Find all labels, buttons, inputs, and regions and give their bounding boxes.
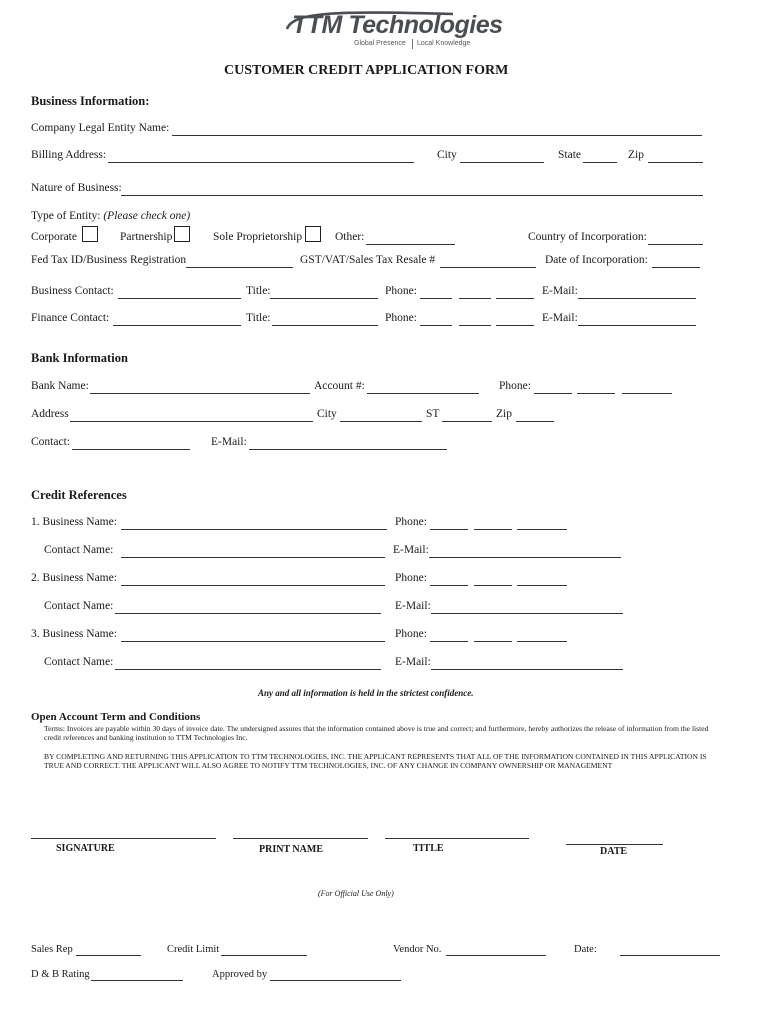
ref2-contact-label: Contact Name: xyxy=(44,600,114,612)
ref1-business-field[interactable] xyxy=(121,529,387,530)
ref3-email-field[interactable] xyxy=(431,669,623,670)
ref3-contact-field[interactable] xyxy=(115,669,381,670)
approved-by-label: Approved by xyxy=(212,969,268,980)
db-rating-field[interactable] xyxy=(91,980,183,981)
ref2-email-label: E-Mail: xyxy=(395,600,431,612)
business-email-label: E-Mail: xyxy=(542,285,578,297)
business-title-label: Title: xyxy=(246,285,271,297)
entity-type-label xyxy=(31,210,190,222)
ref3-business-label: 3. Business Name: xyxy=(31,628,117,640)
billing-zip-label: Zip xyxy=(628,149,644,161)
bank-name-label: Bank Name: xyxy=(31,380,89,392)
gst-label: GST/VAT/Sales Tax Resale # xyxy=(300,254,436,266)
ref1-phone-label: Phone: xyxy=(395,516,427,528)
fedtax-label: Fed Tax ID/Business Registration xyxy=(31,254,187,266)
signature-field[interactable] xyxy=(31,838,216,839)
finance-email-field[interactable] xyxy=(578,325,696,326)
business-heading: Business Information: xyxy=(31,94,150,108)
sole-prop-checkbox[interactable] xyxy=(305,226,321,242)
ref3-contact-label: Contact Name: xyxy=(44,656,114,668)
business-phone-area[interactable] xyxy=(420,298,452,299)
finance-title-label: Title: xyxy=(246,312,271,324)
logo-divider xyxy=(412,39,413,49)
ref3-phone-label: Phone: xyxy=(395,628,427,640)
billing-label: Billing Address: xyxy=(31,149,107,161)
ref3-email-label: E-Mail: xyxy=(395,656,431,668)
terms-text-3: BY COMPLETING AND RETURNING THIS APPLICATION TO TTM TECHNOLOGIES, INC. THE APPLICANT REPRESENTS THAT ALL OF THE INFORMATION CONTAINED IN THIS APPLICATION IS xyxy=(44,752,707,761)
country-field[interactable] xyxy=(648,244,703,245)
billing-state-label: State xyxy=(558,149,581,161)
billing-state-field[interactable] xyxy=(583,162,617,163)
terms-heading: Open Account Term and Conditions xyxy=(31,711,201,723)
vendor-label: Vendor No. xyxy=(393,944,442,955)
ref2-business-label: 2. Business Name: xyxy=(31,572,117,584)
ref2-email-field[interactable] xyxy=(431,613,623,614)
bank-heading: Bank Information xyxy=(31,351,128,365)
company-label: Company Legal Entity Name: xyxy=(31,122,170,134)
ref1-contact-label: Contact Name: xyxy=(44,544,114,556)
credit-limit-label: Credit Limit xyxy=(167,944,220,955)
bank-zip-field[interactable] xyxy=(516,421,554,422)
print-name-field[interactable] xyxy=(233,838,368,839)
bank-st-label: ST xyxy=(426,408,440,420)
date-inc-label: Date of Incorporation: xyxy=(545,254,648,266)
bank-city-label: City xyxy=(317,408,337,420)
business-phone-label: Phone: xyxy=(385,285,417,297)
ref1-phone-line[interactable] xyxy=(517,529,567,530)
business-contact-field[interactable] xyxy=(118,298,241,299)
bank-zip-label: Zip xyxy=(496,408,512,420)
approved-by-field[interactable] xyxy=(270,980,401,981)
bank-name-field[interactable] xyxy=(90,393,310,394)
finance-contact-field[interactable] xyxy=(113,325,241,326)
db-rating-label: D & B Rating xyxy=(31,969,90,980)
billing-city-label: City xyxy=(437,149,457,161)
bank-address-field[interactable] xyxy=(70,421,313,422)
business-contact-label: Business Contact: xyxy=(31,285,114,297)
sales-rep-field[interactable] xyxy=(76,955,141,956)
terms-text-1: Terms: Invoices are payable within 30 days of invoice date. The undersigned assures that the information contained above is true and correct; and furthermore, hereby authorizes the release of information from the listed xyxy=(44,724,709,733)
finance-phone-prefix[interactable] xyxy=(459,325,491,326)
ref2-phone-area[interactable] xyxy=(430,585,468,586)
official-use-text: For Official Use Only xyxy=(320,889,392,898)
business-email-field[interactable] xyxy=(578,298,696,299)
ref1-phone-area[interactable] xyxy=(430,529,468,530)
billing-field[interactable] xyxy=(108,162,414,163)
other-field[interactable] xyxy=(366,244,455,245)
partnership-label: Partnership xyxy=(120,231,173,243)
ref1-email-label: E-Mail: xyxy=(393,544,429,556)
ref2-phone-label: Phone: xyxy=(395,572,427,584)
entity-type-text: Type of Entity: xyxy=(31,210,101,222)
bank-phone-area[interactable] xyxy=(534,393,572,394)
logo-wordmark: TTM Technologies xyxy=(292,11,503,39)
bank-phone-label: Phone: xyxy=(499,380,531,392)
company-field[interactable] xyxy=(172,135,702,136)
print-name-label: PRINT NAME xyxy=(259,844,323,855)
account-field[interactable] xyxy=(367,393,479,394)
ref2-phone-line[interactable] xyxy=(517,585,567,586)
bank-city-field[interactable] xyxy=(340,421,422,422)
official-date-field[interactable] xyxy=(620,955,720,956)
fedtax-field[interactable] xyxy=(186,267,293,268)
billing-zip-field[interactable] xyxy=(648,162,703,163)
vendor-field[interactable] xyxy=(446,955,546,956)
country-label: Country of Incorporation: xyxy=(528,231,647,243)
business-title-field[interactable] xyxy=(270,298,378,299)
credit-limit-field[interactable] xyxy=(221,955,307,956)
signature-label: SIGNATURE xyxy=(56,843,115,854)
nature-label: Nature of Business: xyxy=(31,182,122,194)
date-field[interactable] xyxy=(566,844,663,845)
ref2-phone-prefix[interactable] xyxy=(474,585,512,586)
entity-type-note: (Please check one) xyxy=(103,210,191,222)
logo-tagline-right: Local Knowledge xyxy=(417,40,471,47)
ref3-business-field[interactable] xyxy=(121,641,385,642)
date-label: DATE xyxy=(600,846,628,857)
date-inc-field[interactable] xyxy=(652,267,700,268)
bank-phone-line[interactable] xyxy=(622,393,672,394)
ref3-phone-line[interactable] xyxy=(517,641,567,642)
finance-phone-line[interactable] xyxy=(496,325,534,326)
credit-refs-heading: Credit References xyxy=(31,488,127,502)
ref1-email-field[interactable] xyxy=(429,557,621,558)
logo-tagline-left: Global Presence xyxy=(354,40,406,47)
other-label: Other: xyxy=(335,231,365,243)
official-use-label: (For Official Use Only) xyxy=(318,889,394,898)
sales-rep-label: Sales Rep xyxy=(31,944,73,955)
bank-contact-label: Contact: xyxy=(31,436,70,448)
terms-text-2: credit references and banking institution to TTM Technologies Inc. xyxy=(44,733,248,742)
finance-phone-label: Phone: xyxy=(385,312,417,324)
title-field[interactable] xyxy=(385,838,529,839)
bank-phone-prefix[interactable] xyxy=(577,393,615,394)
finance-contact-label: Finance Contact: xyxy=(31,312,110,324)
ref3-phone-area[interactable] xyxy=(430,641,468,642)
ref1-contact-field[interactable] xyxy=(121,557,385,558)
official-date-label: Date: xyxy=(574,944,597,955)
bank-st-field[interactable] xyxy=(442,421,492,422)
bank-email-label: E-Mail: xyxy=(211,436,247,448)
finance-email-label: E-Mail: xyxy=(542,312,578,324)
nature-field[interactable] xyxy=(121,195,703,196)
business-phone-prefix[interactable] xyxy=(459,298,491,299)
corporate-checkbox[interactable] xyxy=(82,226,98,242)
ref1-phone-prefix[interactable] xyxy=(474,529,512,530)
ref2-contact-field[interactable] xyxy=(115,613,381,614)
sole-prop-label: Sole Proprietorship xyxy=(213,231,303,243)
account-label: Account #: xyxy=(314,380,365,392)
ref1-business-label: 1. Business Name: xyxy=(31,516,117,528)
ref3-phone-prefix[interactable] xyxy=(474,641,512,642)
business-phone-line[interactable] xyxy=(496,298,534,299)
bank-address-label: Address xyxy=(31,408,69,420)
title-label: TITLE xyxy=(413,843,444,854)
page-title: CUSTOMER CREDIT APPLICATION FORM xyxy=(224,63,509,78)
billing-city-field[interactable] xyxy=(460,162,544,163)
gst-field[interactable] xyxy=(440,267,536,268)
bank-contact-field[interactable] xyxy=(72,449,190,450)
partnership-checkbox[interactable] xyxy=(174,226,190,242)
finance-phone-area[interactable] xyxy=(420,325,452,326)
ref2-business-field[interactable] xyxy=(121,585,385,586)
confidentiality-note: Any and all information is held in the strictest confidence. xyxy=(258,688,474,698)
terms-text-4: TRUE AND CORRECT. THE APPLICANT WILL ALSO AGREE TO NOTIFY TTM TECHNOLOGIES, INC. OF ANY CHANGE IN COMPANY OWNERSHIP OR MANAGEMENT xyxy=(44,761,613,770)
finance-title-field[interactable] xyxy=(272,325,378,326)
corporate-label: Corporate xyxy=(31,231,77,243)
bank-email-field[interactable] xyxy=(249,449,447,450)
